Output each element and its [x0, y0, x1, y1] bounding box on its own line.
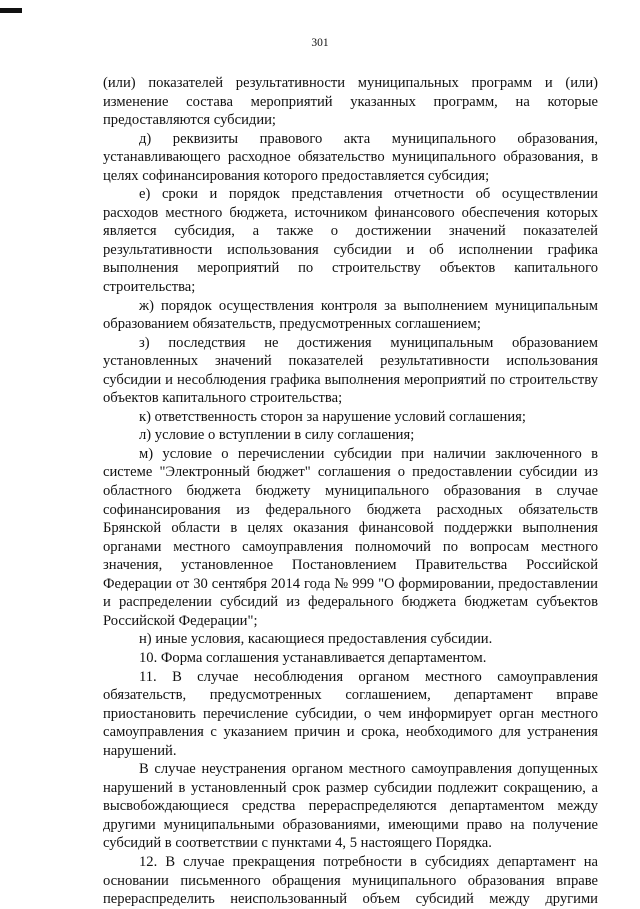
paragraph-item-z: з) последствия не достижения муниципальным образованием установленных значений показателей результативности использования субсидии и несоблюдения графика выполнения мероприятий по строительству объектов капитального строительства;	[103, 334, 598, 407]
paragraph-10: 10. Форма соглашения устанавливается департаментом.	[139, 649, 487, 666]
paragraph-continuation: (или) показателей результативности муниципальных программ и (или) изменение состава мероприятий указанных программ, на которые предоставляются субсидии;	[103, 75, 598, 129]
paragraph-item-k: к) ответственность сторон за нарушение условий соглашения;	[139, 408, 526, 425]
paragraph-12: 12. В случае прекращения потребности в субсидиях департамент на основании письменного обращения муниципального образования вправе перераспределить неиспользованный объем субсидий между другими	[103, 853, 598, 908]
paragraph-item-zh: ж) порядок осуществления контроля за выполнением муниципальным образованием обязательств, предусмотренных соглашением;	[103, 297, 598, 333]
paragraph-item-m: м) условие о перечислении субсидии при наличии заключенного в системе "Электронный бюджет" соглашения о предоставлении субсидии из областного бюджета бюджету муниципального образования в случае софинансирования из федерального бюджета расходных обязательств Брянской области в целях оказания финансовой поддержки выполнения органами местного самоуправления полномочий по вопросам местного значения, установленное Постановлением Правительства Российской Федерации от 30 сентября 2014 года № 999 "О формировании, предоставлении и распределении субсидий из федерального бюджета бюджетам субъектов Российской Федерации";	[103, 445, 598, 629]
paragraph-item-n: н) иные условия, касающиеся предоставления субсидии.	[139, 631, 493, 648]
paragraph-item-e: е) сроки и порядок представления отчетности об осуществлении расходов местного бюджета, источником финансового обеспечения которых является субсидия, а также о достижении значений показателей результативности использования субсидии и об исполнении графика выполнения мероприятий по строительству объектов капитального строительства;	[103, 186, 598, 296]
paragraph-11: 11. В случае несоблюдения органом местного самоуправления обязательств, предусмотренных соглашением, департамент вправе приостановить перечисление субсидии, о чем информирует орган местного самоуправления с указанием причин и срока, необходимого для устранения нарушений.	[103, 668, 598, 759]
paragraph-item-d: д) реквизиты правового акта муниципального образования, устанавливающего расходное обязательство муниципального образования, в целях софинансирования которого предоставляется субсидия;	[103, 130, 598, 184]
page-number: 301	[311, 37, 329, 49]
document-body	[103, 74, 598, 909]
paragraph-item-l: л) условие о вступлении в силу соглашения;	[139, 427, 415, 444]
paragraph-11-cont: В случае неустранения органом местного самоуправления допущенных нарушений в установленный срок размер субсидии подлежит сокращению, а высвобождающиеся средства перераспределяются департаментом между другими муниципальными образованиями, имеющими право на получение субсидий в соответствии с пунктами 4, 5 настоящего Порядка.	[103, 761, 598, 852]
scan-edge-mark	[0, 8, 22, 13]
